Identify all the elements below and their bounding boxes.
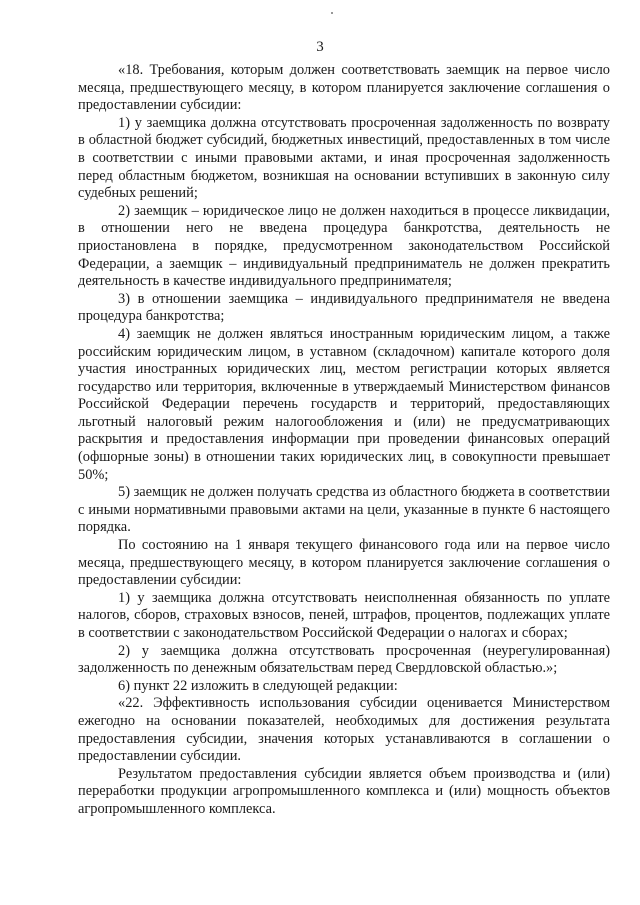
paragraph-as-of-date: По состоянию на 1 января текущего финансового года или на первое число месяца, предшествующего месяцу, в котором планируется заключение соглашения о предоставлении субсидии: [78, 537, 610, 589]
paragraph-item-6-clause-22: 6) пункт 22 изложить в следующей редакции: [118, 677, 398, 694]
paragraph-item-3-bankruptcy: 3) в отношении заемщика – индивидуального предпринимателя не введена процедура банкротства; [78, 290, 610, 325]
paragraph-item-2-liquidation: 2) заемщик – юридическое лицо не должен находиться в процессе ликвидации, в отношении него не введена процедура банкротства, деятельность не приостановлена в порядке, предусмотренном законодательством Российской Федерации, а заемщик – индивидуальный предприниматель не должен прекратить деятельность в качестве индивидуального предпринимателя; [78, 202, 610, 290]
paragraph-requirements-intro: «18. Требования, которым должен соответствовать заемщик на первое число месяца, предшествующего месяцу, в котором планируется заключение соглашения о предоставлении субсидии: [78, 62, 610, 114]
document-body [78, 62, 610, 819]
paragraph-clause-22-efficiency: «22. Эффективность использования субсидии оценивается Министерством ежегодно на основании показателей, необходимых для достижения результата предоставления субсидии, значения которых устанавливаются в соглашении о предоставлении субсидии. [78, 695, 610, 765]
scan-speck [331, 12, 333, 14]
paragraph-result-definition: Результатом предоставления субсидии является объем производства и (или) переработки продукции агропромышленного комплекса и (или) мощность объектов агропромышленного комплекса. [78, 765, 610, 817]
page-number: 3 [316, 39, 324, 55]
paragraph-item-5-budget-funds: 5) заемщик не должен получать средства из областного бюджета в соответствии с иными нормативными правовыми актами на цели, указанные в пункте 6 настоящего порядка. [78, 484, 610, 536]
paragraph-item-4-foreign-entity: 4) заемщик не должен являться иностранным юридическим лицом, а также российским юридическим лицом, в уставном (складочном) капитале которого доля участия иностранных юридических лиц, местом регистрации которых является государство или территория, включенные в утверждаемый Министерством финансов Российской Федерации перечень государств и территорий, предоставляющих льготный налоговый режим налогообложения и (или) не предусматривающих раскрытия и предоставления информации при проведении финансовых операций (офшорные зоны) в отношении таких юридических лиц, в совокупности превышает 50%; [78, 325, 610, 483]
paragraph-sub-2-obligations: 2) у заемщика должна отсутствовать просроченная (неурегулированная) задолженность по денежным обязательствам перед Свердловской областью.»; [78, 642, 610, 677]
paragraph-sub-1-taxes: 1) у заемщика должна отсутствовать неисполненная обязанность по уплате налогов, сборов, страховых взносов, пеней, штрафов, процентов, подлежащих уплате в соответствии с законодательством Российской Федерации о налогах и сборах; [78, 589, 610, 641]
paragraph-item-1-overdue-debt: 1) у заемщика должна отсутствовать просроченная задолженность по возврату в областной бюджет субсидий, бюджетных инвестиций, предоставленных в том числе в соответствии с иными правовыми актами, и иная просроченная задолженность перед областным бюджетом, возникшая на основании вступивших в законную силу судебных решений; [78, 114, 610, 202]
